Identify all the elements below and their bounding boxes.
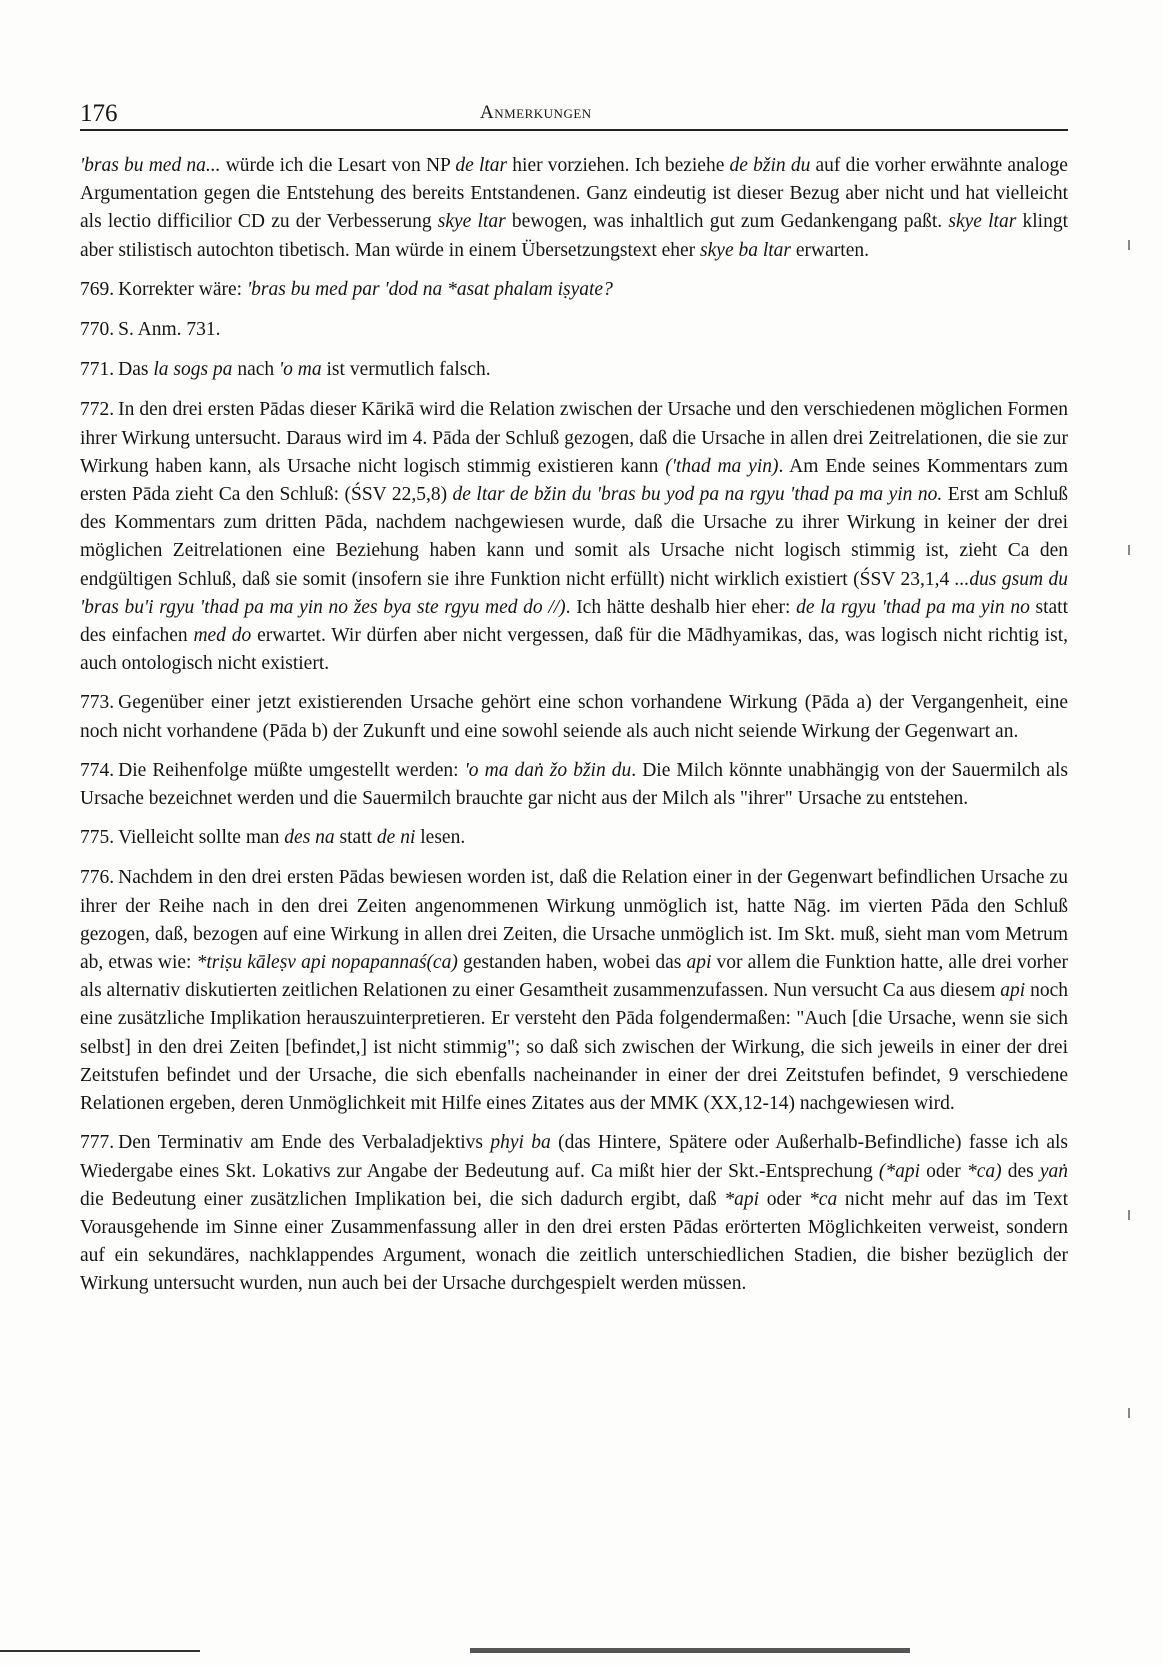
note-776: 776. Nachdem in den drei ersten Pādas bewiesen worden ist, daß die Relation einer in der Gegenwart befindlichen Ursache zu ihrer der Reihe nach in den drei Zeiten angenommenen Wirkung unmöglich ist, hatte Nāg. im vierten Pāda den Schluß gezogen, daß, bezogen auf eine Wirkung in allen drei Zeiten, die Ursache unmöglich ist. Im Skt. muß, sieht man vom Metrum ab, etwas wie: *triṣu kāleṣv api nopapannaś(ca) gestanden haben, wobei das api vor allem die Funktion hatte, alle drei vorher als alternativ diskutierten zeitlichen Relationen zu einer Gesamtheit zusammenzufassen. Nun versucht Ca aus diesem api noch eine zusätzliche Implikation herauszuinterpretieren. Er versteht den Pāda folgendermaßen: "Auch [die Ursache, wenn sie sich selbst] in den drei Zeiten [befindet,] ist nicht stimmig"; so daß sich zwischen der Wirkung, die sich jeweils in einer der drei Zeitstufen befindet und der Ursache, die sich ebenfalls nacheinander in einer der drei Zeitstufen befindet, 9 verschiedene Relationen ergeben, deren Unmöglichkeit mit Hilfe eines Zitates aus der MMK (XX,12-14) nachgewiesen wird. (80, 867, 1069, 1115)
footer-scan-line (0, 1650, 200, 1652)
note-777: 777. Den Terminativ am Ende des Verbaladjektivs phyi ba (das Hintere, Spätere oder Außerhalb-Befindliche) fasse ich als Wiedergabe eines Skt. Lokativs zur Angabe der Bedeutung auf. Ca mißt hier der Skt.-Entsprechung (*api oder *ca) des yaṅ die Bedeutung einer zusätzlichen Implikation bei, die sich dadurch ergibt, daß *api oder *ca nicht mehr auf das im Text Vorausgehende im Sinne einer Zusammenfassung aller in den drei ersten Pādas erörterten Möglichkeiten verweist, sondern auf ein sekundäres, nachklappendes Argument, wonach die zeitlich unterschiedlichen Stadien, die bisher bezüglich der Wirkung untersucht wurden, nun auch bei der Ursache durchgespielt werden müssen. (80, 1132, 1068, 1295)
note-772: 772. In den drei ersten Pādas dieser Kārikā wird die Relation zwischen der Ursache und den verschiedenen möglichen Formen ihrer Wirkung untersucht. Daraus wird im 4. Pāda der Schluß gezogen, daß die Ursache in allen drei Zeitrelationen, die sie zur Wirkung haben kann, als Ursache nicht logisch stimmig existieren kann ('thad ma yin). Am Ende seines Kommentars zum ersten Pāda zieht Ca den Schluß: (ŚSV 22,5,8) de ltar de bžin du 'bras bu yod pa na rgyu 'thad pa ma yin no. Erst am Schluß des Kommentars zum dritten Pāda, nachdem nachgewiesen wurde, daß die Ursache zu ihrer Wirkung in keiner der drei möglichen Zeitrelationen eine Beziehung haben kann und somit als Ursache nicht logisch stimmig ist, zieht Ca den endgültigen Schluß, daß sie somit (insofern sie ihre Funktion nicht erfüllt) nicht wirklich existiert (ŚSV 23,1,4 ...dus gsum du 'bras bu'i rgyu 'thad pa ma yin no žes bya ste rgyu med do //). Ich hätte deshalb hier eher: de la rgyu 'thad pa ma yin no statt des einfachen med do erwartet. Wir dürfen aber nicht vergessen, daß für die Mādhyamikas, das, was logisch nicht richtig ist, auch ontologisch nicht existiert. (80, 399, 1069, 675)
note-771: 771. Das la sogs pa nach 'o ma ist vermutlich falsch. (80, 359, 491, 381)
note-number: 777. (80, 1132, 115, 1154)
note-775: 775. Vielleicht sollte man des na statt de ni lesen. (80, 827, 466, 849)
note-770: 770. S. Anm. 731. (80, 319, 221, 341)
note-number: 769. (80, 278, 115, 300)
note-769: 769. Korrekter wäre: 'bras bu med par 'dod na *asat phalam iṣyate? (80, 278, 613, 300)
scan-speck (1128, 545, 1130, 555)
header-rule (80, 129, 1068, 131)
note-number: 776. (80, 867, 115, 889)
note-768-continuation: 'bras bu med na... würde ich die Lesart von NP de ltar hier vorziehen. Ich beziehe de bžin du auf die vorher erwähnte analoge Argumentation gegen die Entstehung des bereits Entstandenen. Ganz eindeutig ist dieser Bezug aber nicht und hat vielleicht als lectio difficilior CD zu der Verbesserung skye ltar bewogen, was inhaltlich gut zum Gedankengang paßt. skye ltar klingt aber stilistisch autochton tibetisch. Man würde in einem Übersetzungstext eher skye ba ltar erwarten. (80, 155, 1068, 261)
scan-speck (1128, 1408, 1130, 1418)
note-number: 775. (80, 827, 115, 849)
scan-speck (1128, 1210, 1130, 1220)
page-number: 176 (80, 100, 118, 127)
note-number: 773. (80, 692, 115, 714)
note-774: 774. Die Reihenfolge müßte umgestellt werden: 'o ma daṅ žo bžin du. Die Milch könnte unabhängig von der Sauermilch als Ursache bezeichnet werden und die Sauermilch brauchte gar nicht aus der Milch als "ihrer" Ursache zu entstehen. (80, 759, 1068, 810)
note-number: 774. (80, 759, 115, 781)
note-number: 771. (80, 359, 115, 381)
scan-speck (1128, 240, 1130, 250)
running-head: Anmerkungen (480, 102, 592, 123)
note-number: 770. (80, 319, 115, 341)
note-number: 772. (80, 399, 115, 421)
page-header (80, 100, 1068, 130)
notes-body (80, 152, 1068, 1310)
note-773: 773. Gegenüber einer jetzt existierenden Ursache gehört eine schon vorhandene Wirkung (Pāda a) der Vergangenheit, eine noch nicht vorhandene (Pāda b) der Zukunft und eine sowohl seiende als auch nicht seiende Wirkung der Gegenwart an. (80, 692, 1068, 742)
footer-scan-bar (470, 1648, 910, 1653)
